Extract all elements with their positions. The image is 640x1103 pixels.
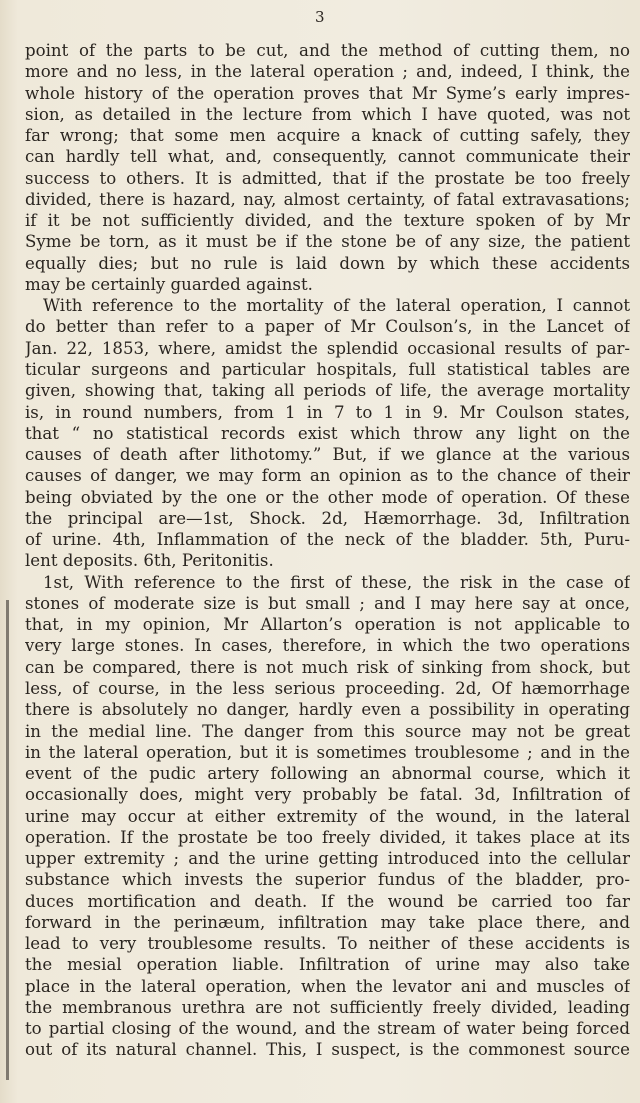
text-line: is, in round numbers, from 1 in 7 to 1 in 9. Mr Coulson states, [25,402,630,422]
text-line: sion, as detailed in the lecture from which I have quoted, was not [25,104,630,124]
text-line: causes of danger, we may form an opinion as to the chance of their [25,466,630,486]
text-line: may be certainly guarded against. [25,274,313,294]
text-line: can be compared, there is not much risk of sinking from shock, but [25,657,630,677]
text-line: if it be not sufficiently divided, and the texture spoken of by Mr [25,211,630,231]
text-line: place in the lateral operation, when the levator ani and muscles of [25,976,630,996]
binding-shadow [6,600,9,1080]
text-line: equally dies; but no rule is laid down by which these accidents [25,253,630,273]
text-line: of urine. 4th, Inflammation of the neck of the bladder. 5th, Puru- [25,530,630,550]
text-line: out of its natural channel. This, I suspect, is the commonest source [25,1040,630,1060]
text-line: causes of death after lithotomy.” But, if we glance at the various [25,445,630,465]
text-line: duces mortification and death. If the wound be carried too far [25,891,630,911]
text-line: lead to very troublesome results. To neither of these accidents is [25,934,630,954]
text-line: substance which invests the superior fundus of the bladder, pro- [25,870,630,890]
text-line: ticular surgeons and particular hospitals, full statistical tables are [25,359,630,379]
text-line: in the medial line. The danger from this source may not be great [25,721,630,741]
text-line: point of the parts to be cut, and the method of cutting them, no [25,41,630,60]
text-line: that “ no statistical records exist which throw any light on the [25,423,630,443]
text-line: divided, there is hazard, nay, almost certainty, of fatal extravasations; [25,189,630,209]
text-line: success to others. It is admitted, that if the prostate be too freely [25,168,630,188]
text-line: to partial closing of the wound, and the stream of water being forced [25,1019,630,1039]
text-line: the mesial operation liable. Infiltration of urine may also take [25,955,630,975]
text-line: being obviated by the one or the other mode of operation. Of these [25,487,630,507]
text-line: forward in the perinæum, infiltration may take place there, and [25,912,630,932]
text-line: Jan. 22, 1853, where, amidst the splendid occasional results of par- [25,338,630,358]
text-line: do better than refer to a paper of Mr Coulson’s, in the Lancet of [25,317,630,337]
text-line: With reference to the mortality of the lateral operation, I cannot [43,296,630,316]
text-line: upper extremity ; and the urine getting introduced into the cellular [25,849,630,869]
page-number: 3 [314,8,326,26]
text-line: lent deposits. 6th, Peritonitis. [25,551,274,571]
text-line: the principal are—1st, Shock. 2d, Hæmorrhage. 3d, Infiltration [25,508,630,528]
text-line: 1st, With reference to the first of these, the risk in the case of [43,572,630,592]
text-line: stones of moderate size is but small ; and I may here say at once, [25,593,630,613]
text-line: can hardly tell what, and, consequently, cannot communicate their [25,147,630,167]
body-text [25,40,630,1061]
text-line: operation. If the prostate be too freely divided, it takes place at its [25,827,630,847]
text-line: given, showing that, taking all periods of life, the average mortality [25,381,630,401]
text-line: far wrong; that some men acquire a knack of cutting safely, they [25,126,630,146]
text-line: less, of course, in the less serious proceeding. 2d, Of hæmorrhage [25,678,630,698]
text-line: more and no less, in the lateral operation ; and, indeed, I think, the [25,62,630,82]
text-line: the membranous urethra are not sufficiently freely divided, leading [25,997,630,1017]
text-line: very large stones. In cases, therefore, in which the two operations [25,636,630,656]
text-line: in the lateral operation, but it is sometimes troublesome ; and in the [25,742,630,762]
text-line: occasionally does, might very probably be fatal. 3d, Infiltration of [25,785,630,805]
text-line: event of the pudic artery following an abnormal course, which it [25,764,630,784]
text-line: there is absolutely no danger, hardly even a possibility in operating [25,700,630,720]
text-line: Syme be torn, as it must be if the stone be of any size, the patient [25,232,630,252]
text-line: whole history of the operation proves that Mr Syme’s early impres- [25,83,630,103]
text-line: urine may occur at either extremity of the wound, in the lateral [25,806,630,826]
text-line: that, in my opinion, Mr Allarton’s operation is not applicable to [25,615,630,635]
